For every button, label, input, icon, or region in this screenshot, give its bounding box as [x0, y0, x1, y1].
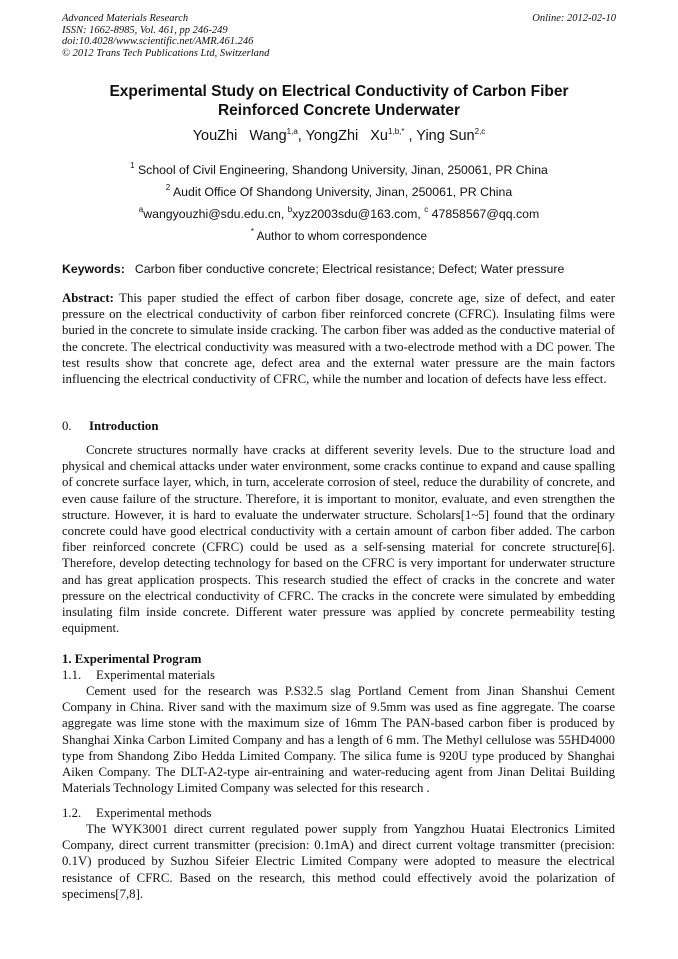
- keywords: [62, 262, 622, 276]
- abstract: [62, 290, 615, 387]
- subsection-1-1-heading: 1.1. Experimental materials: [62, 668, 216, 682]
- intro-paragraph: Concrete structures normally have cracks at different severity levels. Due to the structure load and physical and chemical attacks under water environment, some cracks continue to expand and cause spalling of concrete surface layer, which, in turn, accelerate corrosion of steel, reduce the durability of concrete, and even cause failure of the structure. Therefore, it is important to monitor, evaluate, and even strengthen the structure. However, it is hard to evaluate the underwater structure. Scholars[1~5] found that the ordinary concrete could have good electrical conductivity with a certain amount of carbon fiber added. The carbon fiber reinforced concrete (CFRC) could be used as a self-sensing material for concrete structure[6]. Therefore, develop detecting technology for based on the CFRC is very important for underwater structure and has great application prospects. This research studied the effect of cracks in the concrete and water pressure on the electrical conductivity of CFRC. The cracks in the concrete were simulated by embedding insulating film inside concrete. Different water pressure was applied by concrete permeability testing equipment.: [62, 443, 615, 636]
- issn-line: ISSN: 1662-8985, Vol. 461, pp 246-249: [62, 24, 228, 36]
- email-line: $^a$wangyouzhi@sdu.edu.cn, $^b$xyz2003sdu@163.com, $^c$ 47858567@qq.com: [138, 205, 540, 221]
- author-2-sup: 1,b,*: [388, 127, 405, 136]
- abstract-label: Abstract:: [62, 291, 114, 305]
- author-1-sup: 1,a: [286, 127, 298, 136]
- author-2-first: , YongZhi: [297, 128, 359, 144]
- intro-title: Introduction: [89, 419, 159, 433]
- intro-heading: [62, 419, 158, 434]
- author-list: [60, 128, 618, 144]
- abstract-text: This paper studied the effect of carbon fiber dosage, concrete age, size of defect, and eater pressure on the electrical conductivity of carbon fiber reinforced concrete (CFRC). Insulating films were buried in the concrete to simulate inside cracking. The carbon fiber was added as the conductive material of the concrete. The electrical conductivity was measured with a two-electrode method with a DC power. The test results show that concrete age, defect area and the external water pressure are the main factors influencing the electrical conductivity of CFRC, while the number and location of defects have less effect.: [62, 291, 615, 387]
- journal-header: [62, 13, 616, 59]
- intro-number: 0.: [62, 419, 72, 433]
- affiliation-1: $^1$ School of Civil Engineering, Shandong University, Jinan, 250061, PR China: [130, 161, 548, 177]
- subsection-1-2-heading: 1.2. Experimental methods: [62, 806, 212, 820]
- subsection-1-1-paragraph: Cement used for the research was P.S32.5 slag Portland Cement from Jinan Shanshui Cement Company in China. River sand with the maximum size of 9.5mm was used as fine aggregate. The coarse aggregate was lime stone with the maximum size of 16mm The PAN-based carbon fiber is produced by Shanghai Xinka Carbon Limited Company and has a length of 6 mm. The Methyl cellulose was 55HD4000 type from Shandong Zibo Hedda Limited Company. The silica fume is 920U type produced by Shanghai Aiken Company. The DLT-A2-type air-entraining and water-reducing agent from Jinan Delitai Building Materials Technology Limited Company was selected for this research .: [62, 684, 615, 796]
- author-1-first: YouZhi: [192, 128, 238, 144]
- title-line-1: Experimental Study on Electrical Conductivity of Carbon Fiber: [109, 83, 569, 100]
- copyright-line: © 2012 Trans Tech Publications Ltd, Switzerland: [62, 47, 270, 59]
- online-date: Online: 2012-02-10: [532, 13, 616, 24]
- keywords-label: Keywords:: [62, 262, 125, 276]
- author-3-sup: 2,c: [474, 127, 486, 136]
- author-2-last: Xu: [370, 128, 389, 144]
- section-1-heading: 1. Experimental Program: [62, 652, 202, 666]
- correspondence-note: * Author to whom correspondence: [250, 227, 428, 243]
- paper-title: [60, 82, 618, 120]
- author-1-last: Wang: [249, 128, 287, 144]
- subsection-1-2-paragraph: The WYK3001 direct current regulated power supply from Yangzhou Huatai Electronics Limited Company, direct current transmitter (precision: 0.1mA) and direct current voltage transmitter (precision: 0.1V) produced by Suzhou Sifeier Electric Limited Company were adopted to measure the electrical resistance of CFRC. Based on the research, this method could effectively avoid the polarization of specimens[7,8].: [62, 822, 615, 901]
- author-3-name: , Ying Sun: [408, 128, 475, 144]
- keywords-text: Carbon fiber conductive concrete; Electrical resistance; Defect; Water pressure: [134, 262, 565, 276]
- title-line-2: Reinforced Concrete Underwater: [217, 102, 461, 119]
- doi-line: doi:10.4028/www.scientific.net/AMR.461.246: [62, 36, 254, 48]
- affiliation-2: $^2$ Audit Office Of Shandong University, Jinan, 250061, PR China: [165, 183, 513, 199]
- journal-name: Advanced Materials Research: [62, 13, 189, 24]
